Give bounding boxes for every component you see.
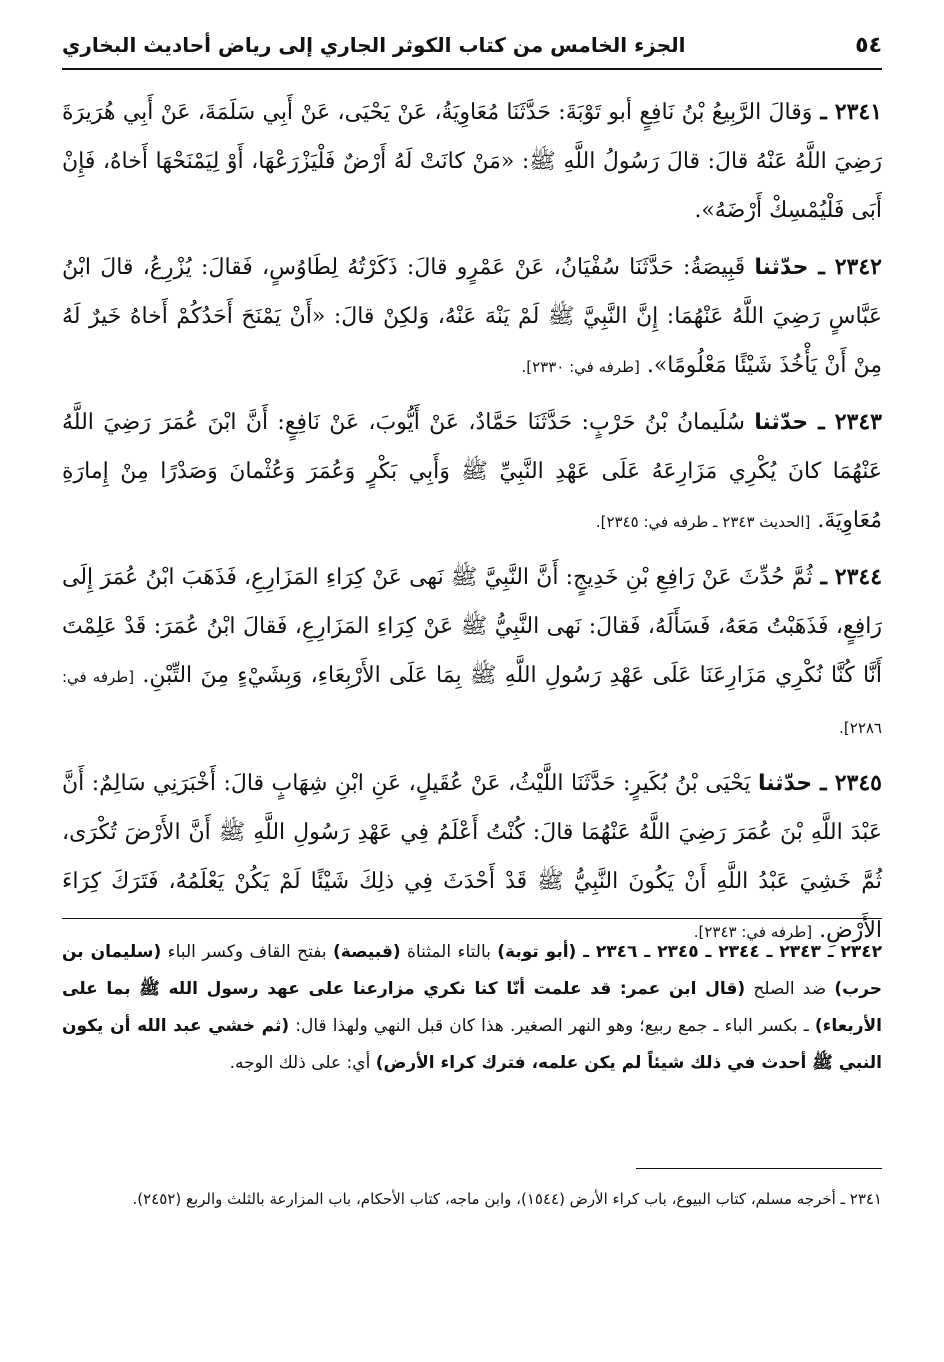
hadith-list bbox=[62, 88, 882, 963]
hadith-number: ٢٣٤٥ bbox=[834, 770, 882, 796]
hadith-separator: ـ bbox=[812, 564, 835, 590]
commentary-term: (قبيصة) bbox=[332, 942, 401, 962]
hadith-separator: ـ bbox=[808, 254, 835, 280]
commentary-term: (أبو توبة) bbox=[497, 942, 577, 962]
commentary-divider bbox=[62, 918, 882, 919]
commentary-text: بالتاء المثناة bbox=[400, 942, 498, 962]
footnote: ٢٣٤١ ـ أخرجه مسلم، كتاب البيوع، باب كراء الأرض (١٥٤٤)، وابن ماجه، كتاب الأحكام، باب المزارعة بالثلث والربع (٢٤٥٢). bbox=[132, 1190, 882, 1208]
hadith-2344 bbox=[62, 553, 882, 753]
hadith-lead: حدّثنا bbox=[754, 255, 809, 280]
hadith-lead: حدّثنا bbox=[757, 771, 813, 796]
hadith-2345 bbox=[62, 759, 882, 957]
commentary-term: (ثم خشي عبد الله أن يكون النبي ﷺ أحدث في ذلك شيئاً لم يكن علمه، فترك كراء الأرض) bbox=[62, 1016, 882, 1073]
hadith-text: وَقالَ الرَّبِيعُ بْنُ نَافِعٍ أبو تَوْبَةَ: حَدَّثَنَا مُعَاوِيَةُ، عَنْ يَحْيَى، عَنْ أَبِي سَلَمَةَ، عَنْ أَبِي هُرَيرَةَ رَضِيَ اللَّهُ عَنْهُ قالَ: قالَ رَسُولُ اللَّهِ ﷺ: «مَنْ كانَتْ لَهُ أَرْضٌ فَلْيَزْرَعْهَا، أَوْ لِيَمْنَحْهَا أَخاهُ، فَإِنْ أَبَى فَلْيُمْسِكْ أَرْضَهُ». bbox=[62, 100, 882, 223]
footnote-rule bbox=[636, 1168, 882, 1169]
commentary bbox=[62, 934, 882, 1082]
hadith-text: سُلَيمانُ بْنُ حَرْبٍ: حَدَّثَنَا حَمَّادٌ، عَنْ أَيُّوبَ، عَنْ نَافِعٍ: أَنَّ ابْنَ عُمَرَ رَضِيَ اللَّهُ عَنْهُمَا كانَ يُكْرِي مَزَارِعَهُ عَلَى عَهْدِ النَّبِيِّ ﷺ وَأَبِي بَكْرٍ وَعُمَرَ وَعُثْمانَ وَصَدْرًا مِنْ إِمارَةِ مُعَاوِيَةَ. bbox=[62, 410, 882, 533]
hadith-reference: [طرفه في: ٢٣٤٣]. bbox=[693, 923, 813, 941]
commentary-text: أي: على ذلك الوجه. bbox=[229, 1053, 376, 1073]
hadith-separator: ـ bbox=[812, 99, 835, 125]
commentary-text: بفتح القاف وكسر الباء bbox=[161, 942, 333, 962]
hadith-number: ٢٣٤٣ bbox=[834, 409, 882, 435]
page-number: ٥٤ bbox=[855, 32, 882, 58]
running-title: الجزء الخامس من كتاب الكوثر الجاري إلى رياض أحاديث البخاري bbox=[62, 33, 686, 57]
hadith-text: قَبِيصَةُ: حَدَّثَنَا سُفْيَانُ، عَنْ عَمْرٍو قالَ: ذَكَرْتُهُ لِطَاوُسٍ، فَقالَ: يُزْرِعُ، قالَ ابْنُ عَبَّاسٍ رَضِيَ اللَّهُ عَنْهُمَا: إِنَّ النَّبِيَّ ﷺ لَمْ يَنْهَ عَنْهُ، وَلكِنْ قالَ: «أَنْ يَمْنَحَ أَحَدُكُمْ أَخاهُ خَيرٌ لَهُ مِنْ أَنْ يَأْخُذَ شَيْئًا مَعْلُومًا». bbox=[62, 255, 882, 378]
commentary-numbers: ٢٣٤٢ ـ ٢٣٤٣ ـ ٢٣٤٤ ـ ٢٣٤٥ ـ ٢٣٤٦ ـ bbox=[576, 942, 882, 962]
page-header bbox=[62, 22, 882, 70]
commentary-term: (سليمان بن حرب) bbox=[62, 942, 882, 999]
commentary-text: ضد الصلح bbox=[745, 979, 835, 999]
hadith-lead: حدّثنا bbox=[754, 410, 809, 435]
hadith-text: يَحْيَى بْنُ بُكَيرٍ: حَدَّثَنَا اللَّيْثُ، عَنْ عُقَيلٍ، عَنِ ابْنِ شِهَابٍ قالَ: أَخْبَرَنِي سَالِمٌ: أَنَّ عَبْدَ اللَّهِ بْنَ عُمَرَ رَضِيَ اللَّهُ عَنْهُمَا قالَ: كُنْتُ أَعْلَمُ فِي عَهْدِ رَسُولِ اللَّهِ ﷺ أَنَّ الأَرْضَ تُكْرَى، ثُمَّ خَشِيَ عَبْدُ اللَّهِ أَنْ يَكُونَ النَّبِيُّ ﷺ قَدْ أَحْدَثَ فِي ذلِكَ شَيْئًا لَمْ يَكُنْ يَعْلَمُهُ، فَتَرَكَ كِرَاءَ الأَرْضِ. bbox=[62, 771, 882, 943]
hadith-reference: [طرفه في: ٢٢٨٦]. bbox=[62, 668, 882, 737]
hadith-number: ٢٣٤١ bbox=[834, 99, 883, 125]
hadith-number: ٢٣٤٢ bbox=[834, 254, 882, 280]
hadith-reference: [طرفه في: ٢٣٣٠]. bbox=[521, 358, 640, 376]
hadith-2341 bbox=[62, 88, 882, 237]
hadith-text: ثُمَّ حُدِّثَ عَنْ رَافِعِ بْنِ خَدِيجٍ: أَنَّ النَّبِيَّ ﷺ نَهى عَنْ كِرَاءِ المَزَارِعِ، فَذَهَبَ ابْنُ عُمَرَ إِلَى رَافِعٍ، فَذَهَبْتُ مَعَهُ، فَسَأَلَهُ، فَقالَ: نَهى النَّبِيُّ ﷺ عَنْ كِرَاءِ المَزَارِعِ، فَقالَ ابْنُ عُمَرَ: قَدْ عَلِمْتَ أَنَّا كُنَّا نُكْرِي مَزَارِعَنَا عَلَى عَهْدِ رَسُولِ اللَّهِ ﷺ بِمَا عَلَى الأَرْبِعَاءِ، وَبِشَيْءٍ مِنَ التِّبْنِ. bbox=[62, 565, 882, 688]
hadith-separator: ـ bbox=[812, 770, 835, 796]
commentary-text: ـ بكسر الباء ـ جمع ربيع؛ وهو النهر الصغير. هذا كان قبل النهي ولهذا قال: bbox=[289, 1016, 815, 1036]
hadith-number: ٢٣٤٤ bbox=[834, 564, 883, 590]
hadith-separator: ـ bbox=[808, 409, 835, 435]
hadith-reference: [الحديث ٢٣٤٣ ـ طرفه في: ٢٣٤٥]. bbox=[595, 513, 811, 531]
commentary-term: (قال ابن عمر: قد علمت أنّا كنا نكري مزارعنا على عهد رسول الله ﷺ بما على الأربعاء) bbox=[62, 979, 882, 1036]
hadith-2342 bbox=[62, 243, 882, 392]
hadith-2343 bbox=[62, 398, 882, 547]
